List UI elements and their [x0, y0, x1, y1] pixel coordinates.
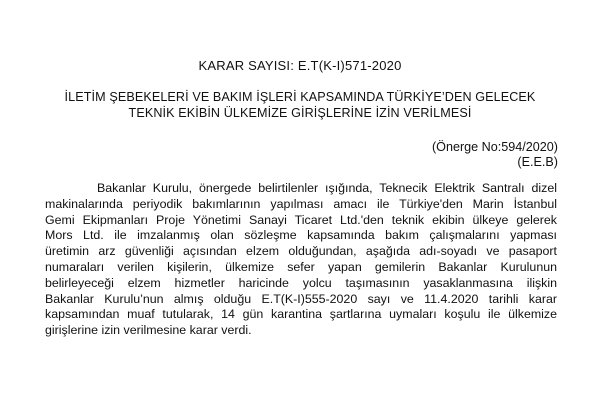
- body-line: belirleyeceği elzem hizmetler haricinde yolcu taşımasının yasaklanmasına ilişkin: [45, 275, 557, 290]
- body-line: makinalarında periyodik bakımlarının yapılması amacı ile Türkiye'den Marin İstanbul: [45, 196, 557, 211]
- document-title: [30, 89, 570, 121]
- decision-number: KARAR SAYISI: E.T(K-I)571-2020: [198, 58, 402, 73]
- title-line-2: TEKNİK EKİBİN ÜLKEMİZE GİRİŞLERİNE İZİN VERİLMESİ: [128, 106, 472, 120]
- body-line: Gemi Ekipmanları Proje Yönetimi Sanayi Ticaret Ltd.'den teknik ekibin ülkeye gelerek: [45, 212, 557, 227]
- body-line: Bakanlar Kurulu, önergede belirtilenler ışığında, Teknecik Elektrik Santralı dizel: [97, 181, 557, 195]
- reference-block: [432, 140, 558, 170]
- body-line: Bakanlar Kurulu’nun almış olduğu E.T(K-I)555-2020 sayı ve 11.4.2020 tarihli karar: [45, 291, 557, 306]
- ministry-code: (E.E.B): [517, 155, 558, 169]
- title-line-1: İLETİM ŞEBEKELERİ VE BAKIM İŞLERİ KAPSAMINDA TÜRKİYE’DEN GELECEK: [64, 90, 536, 104]
- body-line: Mors Ltd. ile imzalanmış olan sözleşme kapsamında bakım çalışmalarını yapması: [45, 228, 557, 243]
- body-line: numaraları verilen kişilerin, ülkemize sefer yapan gemilerin Bakanlar Kurulunun: [45, 259, 557, 274]
- body-line: kapsamından muaf tutularak, 14 gün karantina şartlarına uymaları koşulu ile ülkemize: [45, 307, 557, 322]
- motion-number: (Önerge No:594/2020): [431, 140, 558, 154]
- decision-body: [45, 181, 557, 339]
- body-line: üretimin arz güvenliği açısından elzem olduğundan, aşağıda adı-soyadı ve pasaport: [45, 244, 557, 259]
- body-line: girişlerine izin verilmesine karar verdi.: [45, 323, 252, 338]
